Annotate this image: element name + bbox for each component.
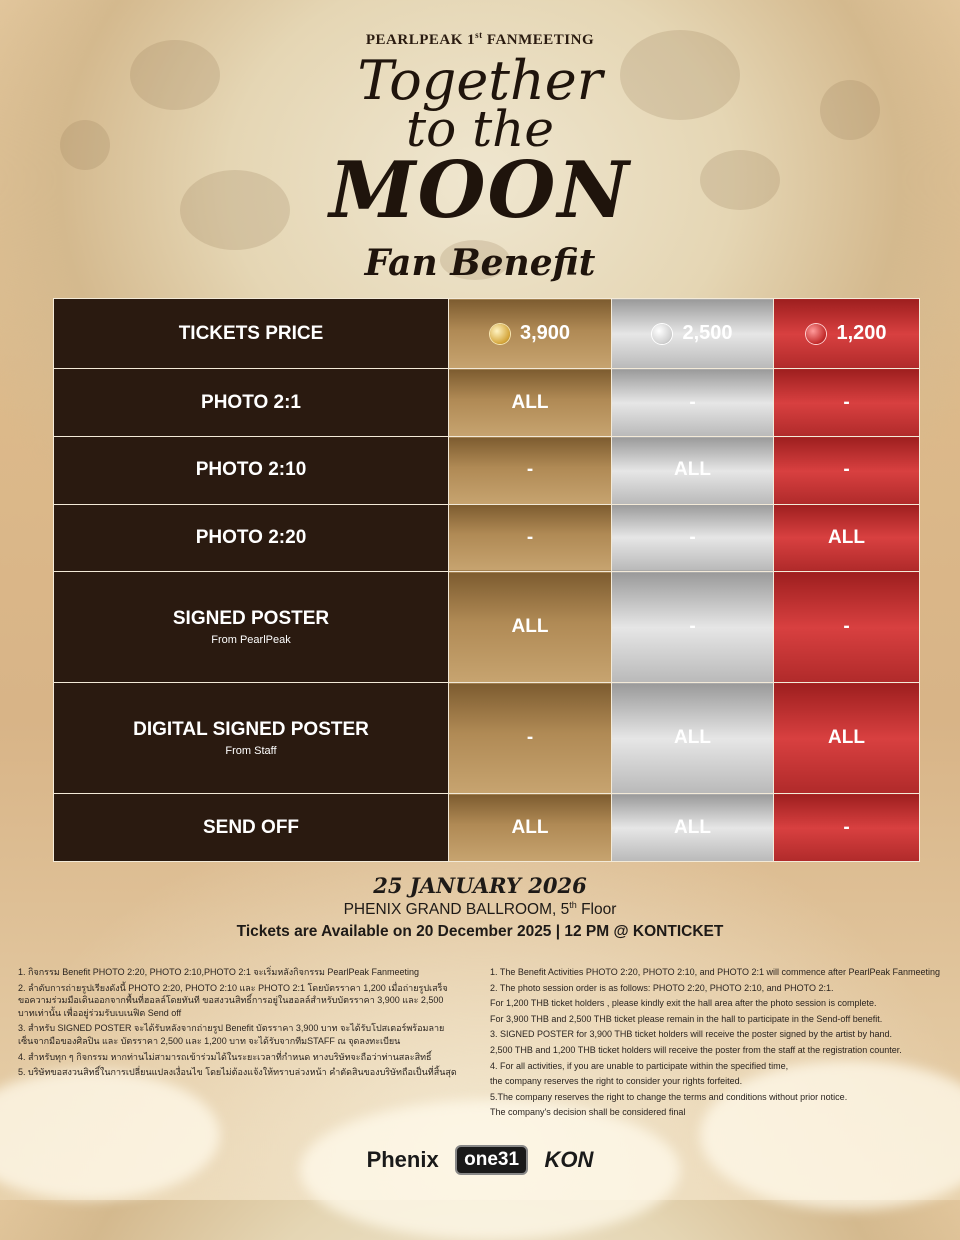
note-item: 4. สำหรับทุก ๆ กิจกรรม หากท่านไม่สามารถเข้าร่วมได้ในระยะเวลาที่กำหนด ทางบริษัทจะถือว่าท่านสละสิทธิ์ <box>18 1051 432 1062</box>
note-item: 2,500 THB and 1,200 THB ticket holders will receive the poster from the staff at the registration counter. <box>490 1044 902 1055</box>
page-subtitle: Fan Benefit <box>364 241 596 284</box>
row-label: SEND OFF <box>54 794 449 862</box>
note-item: The company's decision shall be considered final <box>490 1107 686 1118</box>
table-row <box>54 572 920 683</box>
event-info <box>0 873 960 941</box>
cell-value: - <box>612 504 774 572</box>
notes-thai <box>18 966 458 1082</box>
tier-1200: 1,200 <box>774 299 920 369</box>
cell-value: ALL <box>449 572 612 683</box>
table-row <box>54 504 920 572</box>
row-label: PHOTO 2:20 <box>54 504 449 572</box>
table-row <box>54 683 920 794</box>
tier-2500: 2,500 <box>612 299 774 369</box>
note-item: 4. For all activities, if you are unable to participate within the specified time, <box>490 1060 789 1071</box>
cell-value: ALL <box>612 437 774 505</box>
cell-value: - <box>449 683 612 794</box>
row-label: PHOTO 2:1 <box>54 369 449 437</box>
title-line-3: MOON <box>329 144 631 236</box>
ticket-availability: Tickets are Available on 20 December 2025 | 12 PM @ KONTICKET <box>236 923 724 941</box>
note-item: 2. The photo session order is as follows: PHOTO 2:20, PHOTO 2:10, and PHOTO 2:1. <box>490 982 834 993</box>
cell-value: ALL <box>612 683 774 794</box>
note-item: 3. SIGNED POSTER for 3,900 THB ticket holders will receive the poster signed by the artist by hand. <box>490 1029 893 1040</box>
cell-value: - <box>774 572 920 683</box>
cell-value: - <box>774 437 920 505</box>
cell-value: ALL <box>449 369 612 437</box>
cell-value: ALL <box>774 683 920 794</box>
note-item: For 1,200 THB ticket holders , please kindly exit the hall area after the photo session is complete. <box>490 998 877 1009</box>
note-item: 2. ลำดับการถ่ายรูปเรียงดังนี้ PHOTO 2:20, PHOTO 2:10 และ PHOTO 2:1 โดยบัตรราคา 1,200 เมื่อถ่ายรูปเสร็จ ขอความร่วมมือเดินออกจากพื้นที่ฮอลล์โดยทันที ขอสงวนสิทธิ์การอยู่ในฮอลล์สำหรับบัตรราคา 3,900 และ 2,500 บาทเท่านั้น เพื่ออยู่ร่วมรับเบเนฟิต Send off <box>18 982 448 1018</box>
notes-english <box>490 966 950 1122</box>
cell-value: ALL <box>774 504 920 572</box>
header <box>0 30 960 284</box>
title-line-2: to the <box>406 100 554 159</box>
silver-circle-icon <box>652 324 672 344</box>
row-label: DIGITAL SIGNED POSTER From Staff <box>54 683 449 794</box>
note-item: the company reserves the right to consider your rights forfeited. <box>490 1076 743 1087</box>
event-title <box>0 49 960 236</box>
red-circle-icon <box>806 324 826 344</box>
cell-value: - <box>774 369 920 437</box>
tier-3900: 3,900 <box>449 299 612 369</box>
title-line-1: Together <box>357 49 603 112</box>
gold-circle-icon <box>490 324 510 344</box>
table-row <box>54 437 920 505</box>
benefits-table <box>53 298 920 862</box>
note-item: 5.The company reserves the right to change the terms and conditions without prior notice. <box>490 1091 848 1102</box>
row-sublabel: From PearlPeak <box>211 634 291 647</box>
cell-value: - <box>774 794 920 862</box>
row-sublabel: From Staff <box>225 745 277 758</box>
note-item: For 3,900 THB and 2,500 THB ticket please remain in the hall to participate in the Send-off benefit. <box>490 1013 883 1024</box>
cell-value: - <box>612 369 774 437</box>
row-label: SIGNED POSTER From PearlPeak <box>54 572 449 683</box>
row-label: PHOTO 2:10 <box>54 437 449 505</box>
table-header-row <box>54 299 920 369</box>
cell-value: - <box>449 437 612 505</box>
note-item: 1. The Benefit Activities PHOTO 2:20, PHOTO 2:10, and PHOTO 2:1 will commence after PearlPeak Fanmeeting <box>490 967 941 977</box>
sponsor-logos <box>0 1145 960 1175</box>
cell-value: - <box>449 504 612 572</box>
presenter-label: PEARLPEAK 1st FANMEETING <box>365 30 595 48</box>
cell-value: ALL <box>612 794 774 862</box>
note-item: 1. กิจกรรม Benefit PHOTO 2:20, PHOTO 2:10,PHOTO 2:1 จะเริ่มหลังกิจกรรม PearlPeak Fanmeeting <box>18 967 419 977</box>
kon-logo: KON <box>544 1147 594 1172</box>
event-date: 25 JANUARY 2026 <box>373 873 587 898</box>
table-row <box>54 794 920 862</box>
one31-logo: one31 <box>455 1145 528 1175</box>
phenix-logo: Phenix <box>366 1147 439 1172</box>
tickets-price-label: TICKETS PRICE <box>54 299 449 369</box>
note-item: 3. สำหรับ SIGNED POSTER จะได้รับหลังจากถ่ายรูป Benefit บัตรราคา 3,900 บาท จะได้รับโปสเตอร์พร้อมลายเซ็นจากมือของศิลปิน และ บัตรราคา 2,500 และ 1,200 บาท จะได้รับจากทีมSTAFF ณ จุดลงทะเบียน <box>18 1023 445 1046</box>
table-row <box>54 369 920 437</box>
cell-value: - <box>612 572 774 683</box>
cell-value: ALL <box>449 794 612 862</box>
note-item: 5. บริษัทขอสงวนสิทธิ์ในการเปลี่ยนแปลงเงื่อนไข โดยไม่ต้องแจ้งให้ทราบล่วงหน้า คำตัดสินของบริษัทถือเป็นที่สิ้นสุด <box>18 1067 457 1078</box>
event-venue: PHENIX GRAND BALLROOM, 5th Floor <box>343 900 617 919</box>
